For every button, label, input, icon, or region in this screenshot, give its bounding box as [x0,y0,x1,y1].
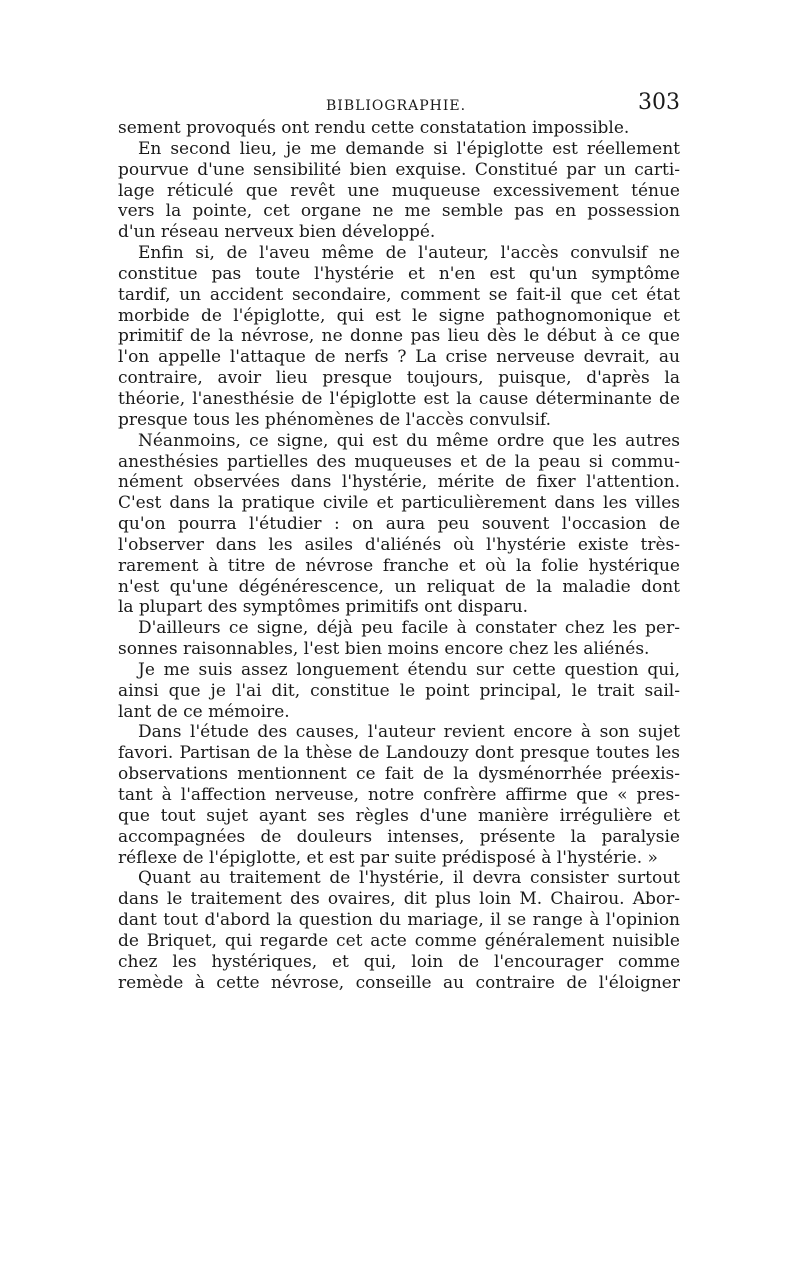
text-line: lage réticulé que revêt une muqueuse excessivement ténue [118,180,680,201]
text-line: Néanmoins, ce signe, qui est du même ordre que les autres [138,430,680,451]
text-line: n'est qu'une dégénérescence, un reliquat de la maladie dont [118,576,680,597]
text-line: accompagnées de douleurs intenses, présente la paralysie [118,826,680,847]
text-line: dant tout d'abord la question du mariage, il se range à l'opinion [118,910,680,931]
text-line: morbide de l'épiglotte, qui est le signe pathognomonique et [118,305,680,326]
text-line: sement provoqués ont rendu cette constatation impossible. [118,118,630,138]
text-line: réflexe de l'épiglotte, et est par suite prédisposé à l'hystérie. » [118,847,658,868]
text-line: qu'on pourra l'étudier : on aura peu souvent l'occasion de [118,514,680,535]
text-line: contraire, avoir lieu presque toujours, puisque, d'après la [118,368,680,389]
text-line: Enfin si, de l'aveu même de l'auteur, l'accès convulsif ne [138,243,680,264]
text-line: ainsi que je l'ai dit, constitue le point principal, le trait sail- [118,680,680,701]
text-line: anesthésies partielles des muqueuses et de la peau si commu- [118,451,680,472]
book-page [118,86,680,993]
text-line: sonnes raisonnables, l'est bien moins encore chez les aliénés. [118,639,650,660]
text-line: favori. Partisan de la thèse de Landouzy dont presque toutes les [118,743,680,764]
text-line: C'est dans la pratique civile et particulièrement dans les villes [118,493,680,514]
text-line: l'on appelle l'attaque de nerfs ? La crise nerveuse devrait, au [118,347,680,368]
text-line: presque tous les phénomènes de l'accès convulsif. [118,409,552,430]
text-line: de Briquet, qui regarde cet acte comme généralement nuisible [118,930,680,951]
text-line: Je me suis assez longuement étendu sur cette question qui, [138,659,680,680]
body-text [118,118,680,993]
page-header [118,86,680,116]
text-line: l'observer dans les asiles d'aliénés où l'hystérie existe très- [118,534,680,555]
text-line: lant de ce mémoire. [118,701,290,722]
text-line: pourvue d'une sensibilité bien exquise. Constitué par un carti- [118,159,680,180]
text-line: rarement à titre de névrose franche et où la folie hystérique [118,555,680,576]
text-line: la plupart des symptômes primitifs ont disparu. [118,597,529,618]
text-line: chez les hystériques, et qui, loin de l'encourager comme [118,951,680,972]
text-line: tardif, un accident secondaire, comment se fait-il que cet état [118,284,680,305]
text-line: En second lieu, je me demande si l'épiglotte est réellement [138,138,680,159]
text-line: dans le traitement des ovaires, dit plus loin M. Chairou. Abor- [118,889,680,910]
text-line: remède à cette névrose, conseille au contraire de l'éloigner [118,972,680,993]
text-line: primitif de la névrose, ne donne pas lieu dès le début à ce que [118,326,680,347]
text-line: nément observées dans l'hystérie, mérite de fixer l'attention. [118,472,680,493]
running-head: BIBLIOGRAPHIE. [326,98,467,114]
text-line: Quant au traitement de l'hystérie, il devra consister surtout [138,868,680,889]
text-line: vers la pointe, cet organe ne me semble pas en possession [118,201,680,222]
text-line: tant à l'affection nerveuse, notre confrère affirme que « pres- [118,785,680,805]
text-line: Dans l'étude des causes, l'auteur revient encore à son sujet [138,722,680,743]
page-number: 303 [638,90,680,115]
text-line: constitue pas toute l'hystérie et n'en est qu'un symptôme [118,263,680,284]
text-line: d'un réseau nerveux bien développé. [118,222,436,243]
text-line: que tout sujet ayant ses règles d'une manière irrégulière et [118,805,680,826]
text-line: théorie, l'anesthésie de l'épiglotte est la cause déterminante de [118,388,680,409]
text-line: observations mentionnent ce fait de la dysménorrhée préexis- [118,764,680,785]
text-line: D'ailleurs ce signe, déjà peu facile à constater chez les per- [138,618,680,639]
